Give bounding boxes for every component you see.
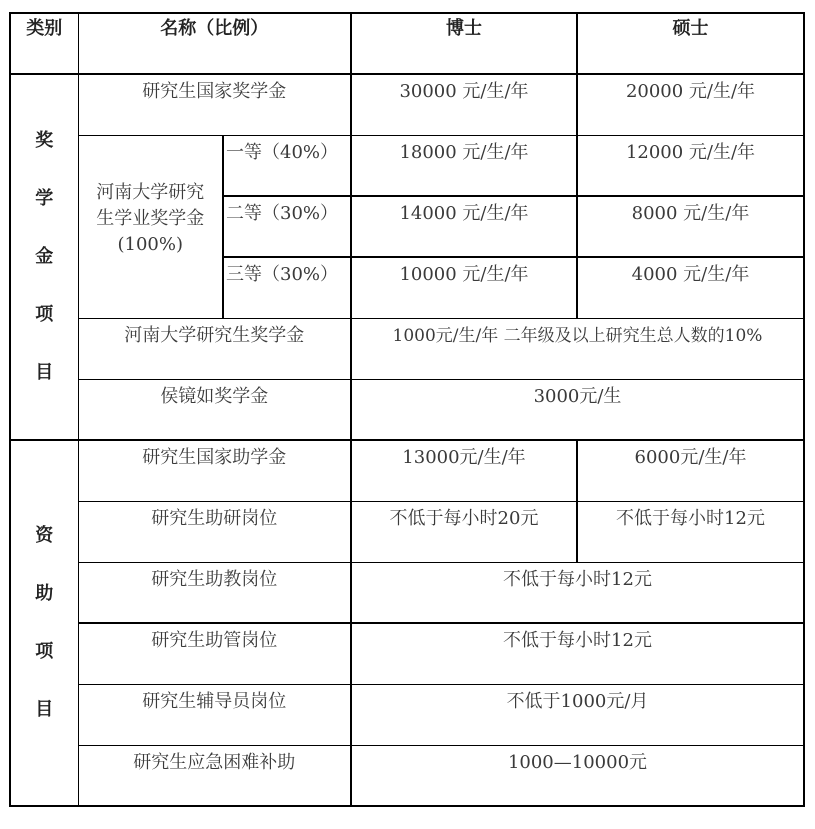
category-aid-label <box>11 507 78 739</box>
phd-value: 18000 元/生/年 <box>399 141 529 163</box>
category-char: 项 <box>35 304 54 325</box>
grade-1-label <box>223 135 351 196</box>
row-name: 研究生辅导员岗位 <box>142 690 287 712</box>
row-name: 河南大学研究生奖学金 <box>124 324 305 346</box>
header-category <box>10 13 78 74</box>
row-name: 研究生助教岗位 <box>151 568 278 590</box>
aid-row-value <box>351 684 804 745</box>
merged-value: 不低于1000元/月 <box>506 690 649 712</box>
aid-row-name <box>78 440 351 501</box>
category-char: 目 <box>35 362 54 383</box>
grade-label: 一等（40%） <box>226 141 339 163</box>
master-value: 12000 元/生/年 <box>625 141 756 163</box>
table-row <box>10 440 804 501</box>
table-row <box>10 562 804 623</box>
category-char: 项 <box>35 641 54 662</box>
merged-value: 1000元/生/年 二年级及以上研究生总人数的10% <box>392 325 763 346</box>
master-value: 20000 元/生/年 <box>625 81 756 102</box>
row-name: 研究生应急困难补助 <box>133 751 296 773</box>
grade-3-phd <box>351 257 577 318</box>
academic-scholarship-name <box>78 135 223 318</box>
grade-2-phd <box>351 196 577 257</box>
table-row <box>10 745 804 806</box>
master-value: 4000 元/生/年 <box>631 264 750 285</box>
header-row <box>10 13 804 74</box>
table-row <box>10 623 804 684</box>
aid-row-master <box>577 501 804 562</box>
header-master-label: 硕士 <box>672 18 709 39</box>
aid-row-master <box>577 440 804 501</box>
category-char: 奖 <box>35 130 54 151</box>
phd-value: 13000元/生/年 <box>402 447 526 468</box>
header-name <box>78 13 351 74</box>
grade-label: 二等（30%） <box>226 203 339 224</box>
merged-value: 1000—10000元 <box>507 751 648 773</box>
phd-value: 30000 元/生/年 <box>399 81 529 102</box>
grade-3-master <box>577 257 804 318</box>
category-scholarship-label <box>11 112 78 402</box>
hou-scholarship-value <box>351 379 804 440</box>
aid-row-name <box>78 623 351 684</box>
name-line: (100%) <box>117 233 183 255</box>
table-row <box>10 318 804 379</box>
category-aid <box>10 440 78 806</box>
table-row <box>10 501 804 562</box>
category-char: 助 <box>35 583 54 604</box>
grade-label: 三等（30%） <box>226 264 339 285</box>
henu-scholarship-value <box>351 318 804 379</box>
category-char: 目 <box>35 699 54 720</box>
phd-value: 不低于每小时20元 <box>389 507 539 529</box>
aid-row-phd <box>351 440 577 501</box>
aid-row-value <box>351 562 804 623</box>
header-phd <box>351 13 577 74</box>
aid-row-value <box>351 745 804 806</box>
category-char: 学 <box>35 188 54 209</box>
aid-row-name <box>78 562 351 623</box>
national-scholarship-name <box>78 74 351 135</box>
header-category-label: 类别 <box>26 18 63 39</box>
master-value: 不低于每小时12元 <box>616 507 765 529</box>
phd-value: 14000 元/生/年 <box>399 203 529 224</box>
header-master <box>577 13 804 74</box>
grade-2-label <box>223 196 351 257</box>
name-line: 生学业奖学金 <box>96 207 205 229</box>
row-name: 研究生国家奖学金 <box>142 81 287 102</box>
henu-scholarship-name <box>78 318 351 379</box>
header-name-label: 名称（比例） <box>160 18 269 39</box>
aid-row-name <box>78 501 351 562</box>
table-row <box>10 135 804 196</box>
category-char: 金 <box>35 246 54 267</box>
national-scholarship-phd <box>351 74 577 135</box>
row-name: 研究生国家助学金 <box>142 447 287 468</box>
table-row <box>10 379 804 440</box>
merged-value: 不低于每小时12元 <box>503 568 652 590</box>
master-value: 6000元/生/年 <box>634 447 747 468</box>
table-row <box>10 74 804 135</box>
row-name: 研究生助管岗位 <box>151 630 278 651</box>
scholarship-aid-table <box>9 12 805 807</box>
grade-3-label <box>223 257 351 318</box>
category-scholarship <box>10 74 78 440</box>
merged-value: 3000元/生 <box>533 385 622 407</box>
aid-row-value <box>351 623 804 684</box>
hou-scholarship-name <box>78 379 351 440</box>
row-name: 研究生助研岗位 <box>151 507 278 529</box>
aid-row-name <box>78 684 351 745</box>
header-phd-label: 博士 <box>446 18 482 39</box>
grade-1-master <box>577 135 804 196</box>
master-value: 8000 元/生/年 <box>631 203 750 224</box>
academic-scholarship-label <box>79 176 223 278</box>
row-name: 侯镜如奖学金 <box>160 385 269 407</box>
table-row <box>10 684 804 745</box>
grade-2-master <box>577 196 804 257</box>
category-char: 资 <box>35 525 54 546</box>
aid-row-name <box>78 745 351 806</box>
merged-value: 不低于每小时12元 <box>503 630 652 651</box>
phd-value: 10000 元/生/年 <box>399 264 529 285</box>
aid-row-phd <box>351 501 577 562</box>
grade-1-phd <box>351 135 577 196</box>
name-line: 河南大学研究 <box>96 181 205 203</box>
national-scholarship-master <box>577 74 804 135</box>
